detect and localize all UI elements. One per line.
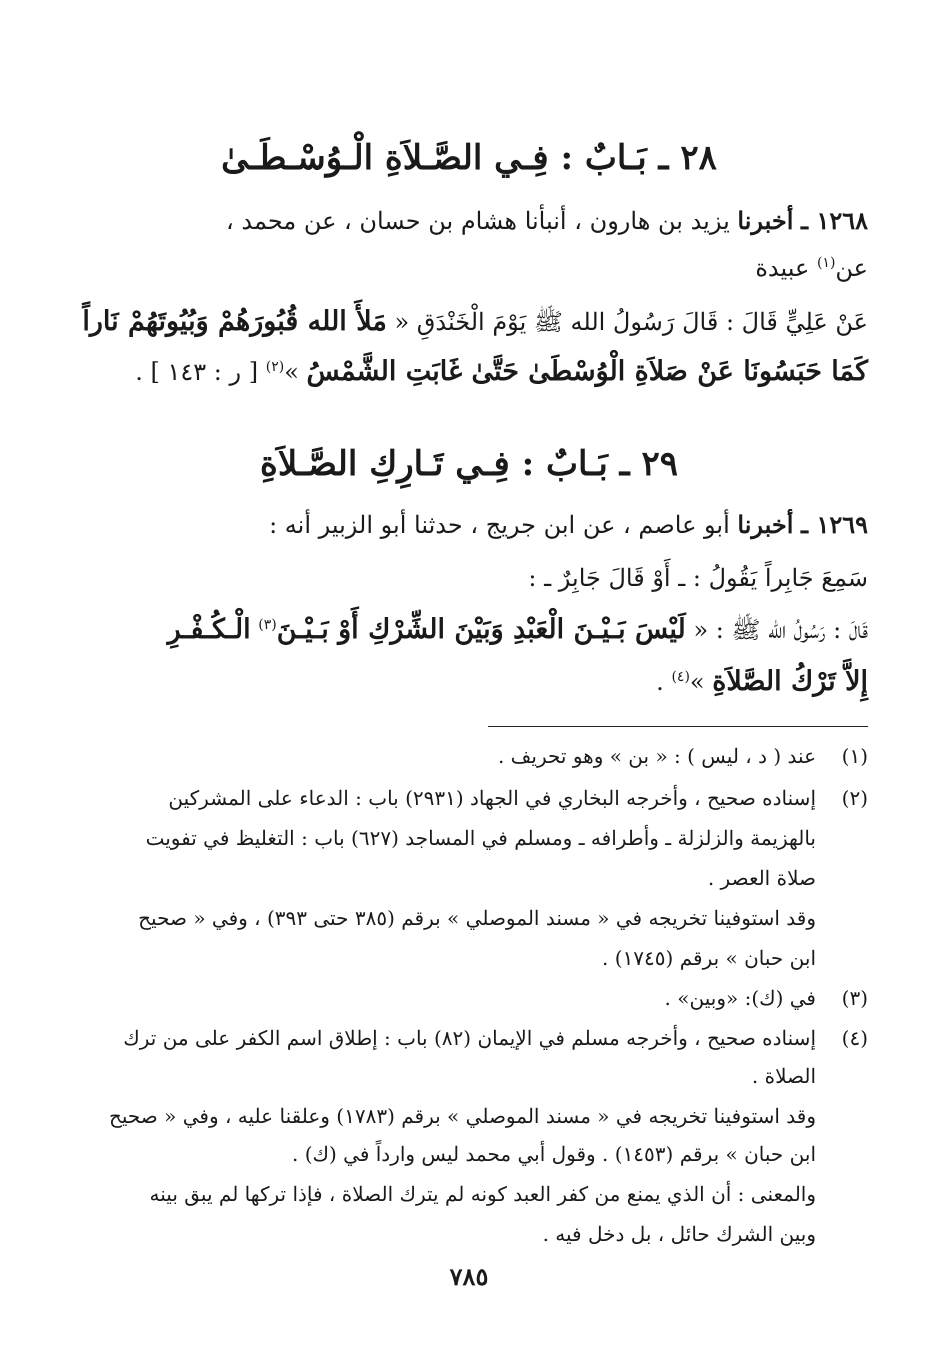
quote-close: » xyxy=(284,358,299,386)
matn-bold: لَيْسَ بَـيْـنَ الْعَبْدِ وَبَيْنَ الشِّرْكِ أَوْ بَـيْـنَ xyxy=(276,614,686,645)
hadith-number: ١٢٦٩ ـ xyxy=(801,510,868,539)
isnad-text: أبو عاصم ، عن ابن جريج ، حدثنا أبو الزبير أنه : xyxy=(269,511,730,539)
isnad-cont-b: عبيدة xyxy=(755,254,810,282)
isnad-text: يزيد بن هارون ، أنبأنا هشام بن حسان ، عن محمد ، xyxy=(226,207,730,235)
chapter-28-heading: ٢٨ ـ بَـابٌ : فِـي الصَّـلاَةِ الْـوُسْـطَـىٰ xyxy=(221,138,717,178)
quote-close: » xyxy=(689,668,705,696)
footnote-2-line: بالهزيمة والزلزلة ـ وأطرافه ـ ومسلم في المساجد (٦٢٧) باب : التغليظ في تفويت xyxy=(145,826,816,850)
matn-plain: عَنْ عَلِيٍّ قَالَ : قَالَ رَسُولُ الله ﷺ يَوْمَ الْخَنْدَقِ « xyxy=(394,308,868,336)
matn-bold: الْـكُـفْـرِ xyxy=(167,614,251,645)
hadith-1269-line-4 xyxy=(70,666,868,697)
matn-bold: إِلاَّ تَرْكُ الصَّلاَةِ xyxy=(712,666,868,697)
footnote-4-line: وبين الشرك حائل ، بل دخل فيه . xyxy=(542,1222,816,1246)
page-number: ٧٨٥ xyxy=(449,1262,489,1291)
footnote-2-line: ابن حبان » برقم (١٧٤٥) . xyxy=(602,946,816,970)
cross-reference: [ ر : ١٤٣ ] . xyxy=(135,358,259,386)
hadith-1268-matn-2 xyxy=(62,356,868,387)
footnote-number: (٤) xyxy=(841,1026,868,1050)
hadith-1269-isnad xyxy=(70,510,868,539)
footnote-marker: (٤) xyxy=(671,669,690,685)
footnote-text: عند ( د ، ليس ) : « بن » وهو تحريف . xyxy=(497,744,816,768)
hadith-1268-matn-1 xyxy=(62,306,868,342)
footnote-4-line: الصلاة . xyxy=(751,1064,816,1088)
footnote-number: (١) xyxy=(841,744,868,768)
footnote-1 xyxy=(60,744,868,774)
footnote-text: إسناده صحيح ، وأخرجه مسلم في الإيمان (٨٢) باب : إطلاق اسم الكفر على من ترك xyxy=(123,1026,816,1050)
chapter-29-heading: ٢٩ ـ بَـابٌ : فِـي تَـارِكِ الصَّـلاَةِ xyxy=(260,444,678,484)
footnote-text: إسناده صحيح ، وأخرجه البخاري في الجهاد (٢٩٣١) باب : الدعاء على المشركين xyxy=(168,786,816,810)
matn-bold: مَلأَ الله قُبُورَهُمْ وَبُيُوتَهُمْ نَاراً xyxy=(82,306,387,337)
hadith-number: ١٢٦٨ ـ xyxy=(801,206,868,235)
hadith-lead: أخبرنا xyxy=(737,206,794,235)
footnote-marker: (١) xyxy=(816,255,836,271)
hadith-1269-line-2: سَمِعَ جَابِراً يَقُولُ : ـ أَوْ قَالَ جَابِرٌ ـ : xyxy=(528,564,868,592)
line-end: . xyxy=(656,668,664,696)
footnote-marker: (٣) xyxy=(258,617,277,633)
footnote-marker: (٢) xyxy=(265,359,285,375)
footnote-text: في (ك): «وبين» . xyxy=(664,986,816,1010)
footnote-2-line: صلاة العصر . xyxy=(707,866,816,890)
hadith-1268-isnad-cont xyxy=(70,254,868,282)
hadith-1269-line-3 xyxy=(62,614,868,650)
footnote-separator xyxy=(488,726,868,727)
footnote-3 xyxy=(60,986,868,1016)
footnote-4 xyxy=(60,1026,868,1056)
hadith-1268-isnad xyxy=(70,206,868,235)
footnote-4-line: وقد استوفينا تخريجه في « مسند الموصلي » برقم (١٧٨٣) وعلقنا عليه ، وفي « صحيح xyxy=(108,1104,816,1128)
footnote-2 xyxy=(60,786,868,816)
matn-bold: كَمَا حَبَسُونَا عَنْ صَلاَةِ الْوُسْطَىٰ حَتَّىٰ غَابَتِ الشَّمْسُ xyxy=(306,356,868,387)
footnote-2-line: وقد استوفينا تخريجه في « مسند الموصلي » برقم (٣٨٥ حتى ٣٩٣) ، وفي « صحيح xyxy=(138,906,816,930)
matn-plain: قَالَ : رَسُولُ الله ﷺ : « xyxy=(693,616,868,644)
footnote-4-line: ابن حبان » برقم (١٤٥٣) . وقول أبي محمد ليس وارداً في (ك) . xyxy=(291,1142,816,1166)
footnote-number: (٢) xyxy=(841,786,868,810)
hadith-lead: أخبرنا xyxy=(737,510,794,539)
footnote-4-line: والمعنى : أن الذي يمنع من كفر العبد كونه لم يترك الصلاة ، فإذا تركها لم يبق بينه xyxy=(149,1182,816,1206)
isnad-cont-a: عن xyxy=(835,254,868,282)
footnote-number: (٣) xyxy=(841,986,868,1010)
